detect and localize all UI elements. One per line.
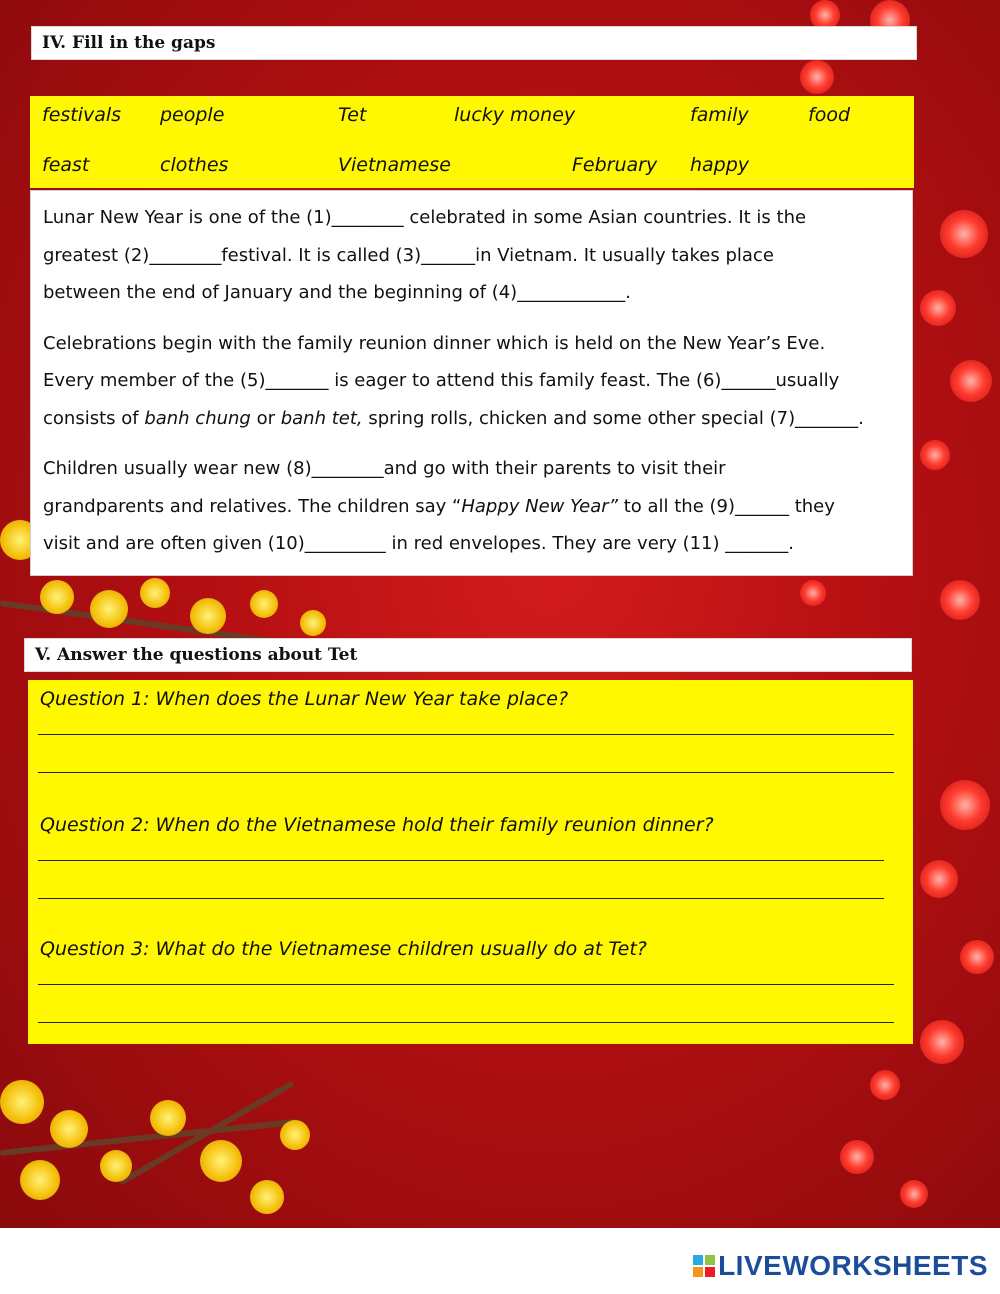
liveworksheets-logo-icon (693, 1255, 715, 1277)
liveworksheets-logo[interactable] (693, 1250, 988, 1282)
paragraph-1 (43, 199, 900, 312)
passage-line: Celebrations begin with the family reunion dinner which is held on the New Year’s Eve. (43, 332, 826, 354)
passage-line (43, 496, 835, 517)
text-run: or (250, 407, 281, 429)
reading-passage (30, 190, 913, 576)
answer-line-2b[interactable] (38, 898, 884, 899)
section5-title-text: V. Answer the questions about Tet (35, 645, 358, 665)
passage-line: Every member of the (5)_______ is eager to attend this family feast. The (6)______usually (43, 370, 840, 391)
passage-line: greatest (2)________festival. It is called (3)______in Vietnam. It usually takes place (43, 244, 774, 266)
paragraph-3 (43, 450, 900, 563)
question-1: Question 1: When does the Lunar New Year take place? (40, 688, 569, 710)
word-bank-item: lucky money (454, 104, 576, 126)
word-bank-item: Tet (338, 104, 367, 126)
word-bank-item: happy (690, 154, 750, 176)
word-bank (30, 96, 914, 188)
answer-line-3b[interactable] (38, 1022, 894, 1023)
text-run: spring rolls, chicken and some other special (7)_______. (362, 407, 864, 429)
logo-text: LIVEWORKSHEETS (718, 1250, 988, 1281)
text-run: to all the (9)______ they (617, 495, 835, 517)
questions-box (28, 680, 913, 1044)
passage-line: visit and are often given (10)_________ in red envelopes. They are very (11) _______. (43, 533, 794, 554)
text-run-italic: banh chung (144, 407, 251, 429)
text-run: grandparents and relatives. The children say “ (43, 495, 462, 517)
word-bank-item: festivals (42, 104, 122, 126)
answer-line-2a[interactable] (38, 860, 884, 861)
section4-title (31, 26, 917, 60)
word-bank-item: clothes (160, 154, 229, 176)
passage-line: Lunar New Year is one of the (1)________ celebrated in some Asian countries. It is the (43, 207, 807, 228)
text-run: consists of (43, 407, 145, 429)
text-run-italic: banh tet, (280, 407, 363, 429)
passage-line: Children usually wear new (8)________and go with their parents to visit their (43, 458, 726, 479)
text-run-italic: Happy New Year” (461, 495, 618, 517)
section5-title (24, 638, 912, 672)
footer (0, 1228, 1000, 1294)
word-bank-item: Vietnamese (338, 154, 451, 176)
answer-line-1a[interactable] (38, 734, 894, 735)
section4-title-text: IV. Fill in the gaps (42, 33, 216, 53)
word-bank-item: family (690, 104, 749, 126)
question-3: Question 3: What do the Vietnamese children usually do at Tet? (40, 938, 647, 960)
word-bank-item: food (808, 104, 850, 126)
question-2: Question 2: When do the Vietnamese hold their family reunion dinner? (40, 814, 714, 836)
word-bank-item: February (572, 154, 658, 176)
answer-line-1b[interactable] (38, 772, 894, 773)
paragraph-2 (43, 325, 900, 438)
word-bank-item: people (160, 104, 225, 126)
passage-line: between the end of January and the beginning of (4)____________. (43, 282, 631, 303)
word-bank-item: feast (42, 154, 90, 176)
passage-line (43, 408, 864, 429)
answer-line-3a[interactable] (38, 984, 894, 985)
